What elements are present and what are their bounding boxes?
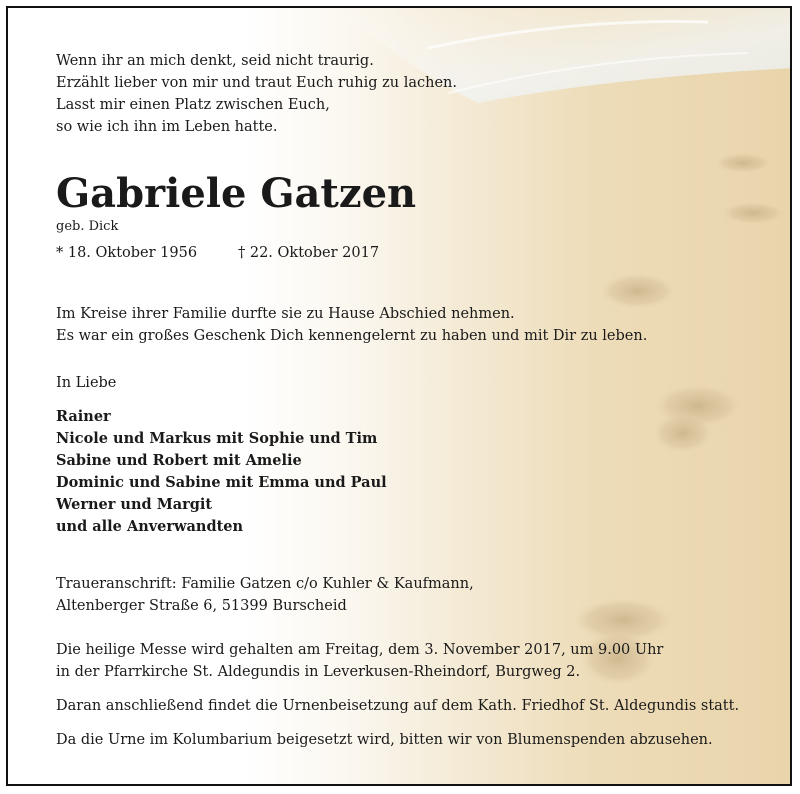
mourner: Dominic und Sabine mit Emma und Paul: [56, 474, 387, 491]
mass-line: Die heilige Messe wird gehalten am Freitag, dem 3. November 2017, um 9.00 Uhr: [56, 642, 664, 658]
poem-line: Wenn ihr an mich denkt, seid nicht traurig.: [56, 53, 374, 69]
mass-line: in der Pfarrkirche St. Aldegundis in Leverkusen-Rheindorf, Burgweg 2.: [56, 664, 581, 680]
mourner: Werner und Margit: [56, 496, 213, 513]
deceased-name: Gabriele Gatzen: [56, 170, 417, 217]
mourner: Nicole und Markus mit Sophie und Tim: [56, 430, 378, 447]
flowers-line: Da die Urne im Kolumbarium beigesetzt wird, bitten wir von Blumenspenden abzusehen.: [56, 732, 713, 748]
obituary-card: [6, 6, 792, 786]
death-date: † 22. Oktober 2017: [238, 245, 380, 261]
birth-date: * 18. Oktober 1956: [56, 245, 198, 261]
mourner: und alle Anverwandten: [56, 518, 244, 535]
footprint: [715, 153, 771, 173]
address-line: Traueranschrift: Familie Gatzen c/o Kuhler & Kaufmann,: [56, 576, 474, 592]
burial-line: Daran anschließend findet die Urnenbeisetzung auf dem Kath. Friedhof St. Aldegundis statt.: [56, 698, 740, 714]
mourner: Rainer: [56, 408, 111, 425]
in-love-label: In Liebe: [56, 375, 117, 391]
farewell-line: Es war ein großes Geschenk Dich kennengelernt zu haben und mit Dir zu leben.: [56, 328, 648, 344]
farewell-line: Im Kreise ihrer Familie durfte sie zu Hause Abschied nehmen.: [56, 306, 515, 322]
poem-line: Erzählt lieber von mir und traut Euch ruhig zu lachen.: [56, 75, 458, 91]
mourner: Sabine und Robert mit Amelie: [56, 452, 302, 469]
footprint: [721, 202, 785, 224]
footprint: [653, 413, 713, 453]
maiden-name: geb. Dick: [56, 219, 119, 234]
address-line: Altenberger Straße 6, 51399 Burscheid: [56, 598, 347, 614]
footprint: [600, 273, 676, 309]
poem-line: so wie ich ihn im Leben hatte.: [56, 119, 278, 135]
poem-line: Lasst mir einen Platz zwischen Euch,: [56, 97, 330, 113]
